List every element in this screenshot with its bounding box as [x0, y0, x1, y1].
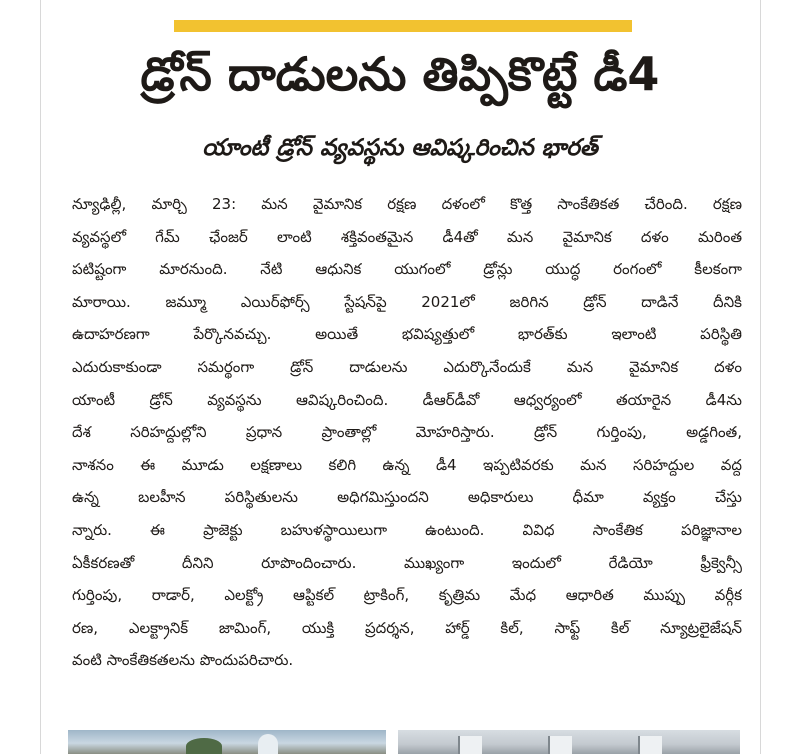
article-line: దేశ సరిహద్దుల్లోని ప్రధాన ప్రాంతాల్లో మోహరిస్తారు. డ్రోన్ గుర్తింపు, అడ్డగింత,: [72, 423, 742, 442]
window-shape: [458, 736, 482, 754]
article-line: వ్యవస్థలో గేమ్ ఛేంజర్ లాంటి శక్తివంతమైన డీ4తో మన వైమానిక దళం మరింత: [72, 227, 742, 246]
article-line: రణ, ఎలక్ట్రానిక్ జామింగ్, యుక్తి ప్రదర్శన, హార్డ్ కిల్, సాఫ్ట్ కిల్ న్యూట్రలైజేషన్: [72, 618, 742, 637]
article-line: నాశనం ఈ మూడు లక్షణాలు కలిగి ఉన్న డీ4 ఇప్పటివరకు మన సరిహద్దుల వద్ద: [72, 455, 742, 474]
right-frame-line: [760, 0, 761, 754]
window-shape: [638, 736, 662, 754]
window-shape: [548, 736, 572, 754]
headline: డ్రోన్ దాడులను తిప్పికొట్టే డీ4: [140, 47, 660, 101]
article-line: ఎదురుకాకుండా సమర్థంగా డ్రోన్ దాడులను ఎదుర్కొనేందుకే మన వైమానిక దళం: [72, 357, 742, 376]
accent-bar: [174, 20, 632, 32]
dome-shape: [258, 734, 278, 754]
article-line: న్నారు. ఈ ప్రాజెక్టు బహుళస్థాయిలుగా ఉంటుంది. వివిధ సాంకేతిక పరిజ్ఞానాల: [72, 520, 742, 539]
article-body: [72, 188, 742, 677]
article-line: ఏకీకరణతో దీనిని రూపొందించారు. ముఖ్యంగా ఇందులో రేడియో ఫ్రీక్వెన్సీ: [72, 553, 742, 572]
left-frame-line: [40, 0, 41, 754]
article-line: ఉదాహరణగా పేర్కొనవచ్చు. అయితే భవిష్యత్తులో భారత్‌కు ఇలాంటి పరిస్థితి: [72, 325, 742, 344]
article-line: మారాయి. జమ్మూ ఎయిర్‌ఫోర్స్ స్టేషన్‌పై 2021లో జరిగిన డ్రోన్ దాడినే దీనికి: [72, 292, 742, 311]
article-line: యాంటీ డ్రోన్ వ్యవస్థను ఆవిష్కరించింది. డీఆర్‌డీవో ఆధ్వర్యంలో తయారైన డీ4ను: [72, 390, 742, 409]
article-line: పటిష్టంగా మారనుంది. నేటి ఆధునిక యుగంలో డ్రోన్లు యుద్ధ రంగంలో కీలకంగా: [72, 260, 742, 279]
photo-left: [68, 730, 386, 754]
article-line: వంటి సాంకేతికతలను పొందుపరిచారు.: [72, 651, 294, 670]
photo-right: [398, 730, 740, 754]
subheadline: యాంటీ డ్రోన్ వ్యవస్థను ఆవిష్కరించిన భారత్: [202, 135, 598, 161]
article-line: గుర్తింపు, రాడార్, ఎలక్ట్రో ఆప్టికల్ ట్రాకింగ్, కృత్రిమ మేధ ఆధారిత ముప్పు వర్గీక: [72, 586, 742, 605]
article-line: న్యూఢిల్లీ, మార్చి 23: మన వైమానిక రక్షణ దళంలో కొత్త సాంకేతికత చేరింది. రక్షణ: [72, 195, 742, 213]
article-line: ఉన్న బలహీన పరిస్థితులను అధిగమిస్తుందని అధికారులు ధీమా వ్యక్తం చేస్తు: [72, 488, 742, 507]
tree-shape: [186, 738, 222, 754]
